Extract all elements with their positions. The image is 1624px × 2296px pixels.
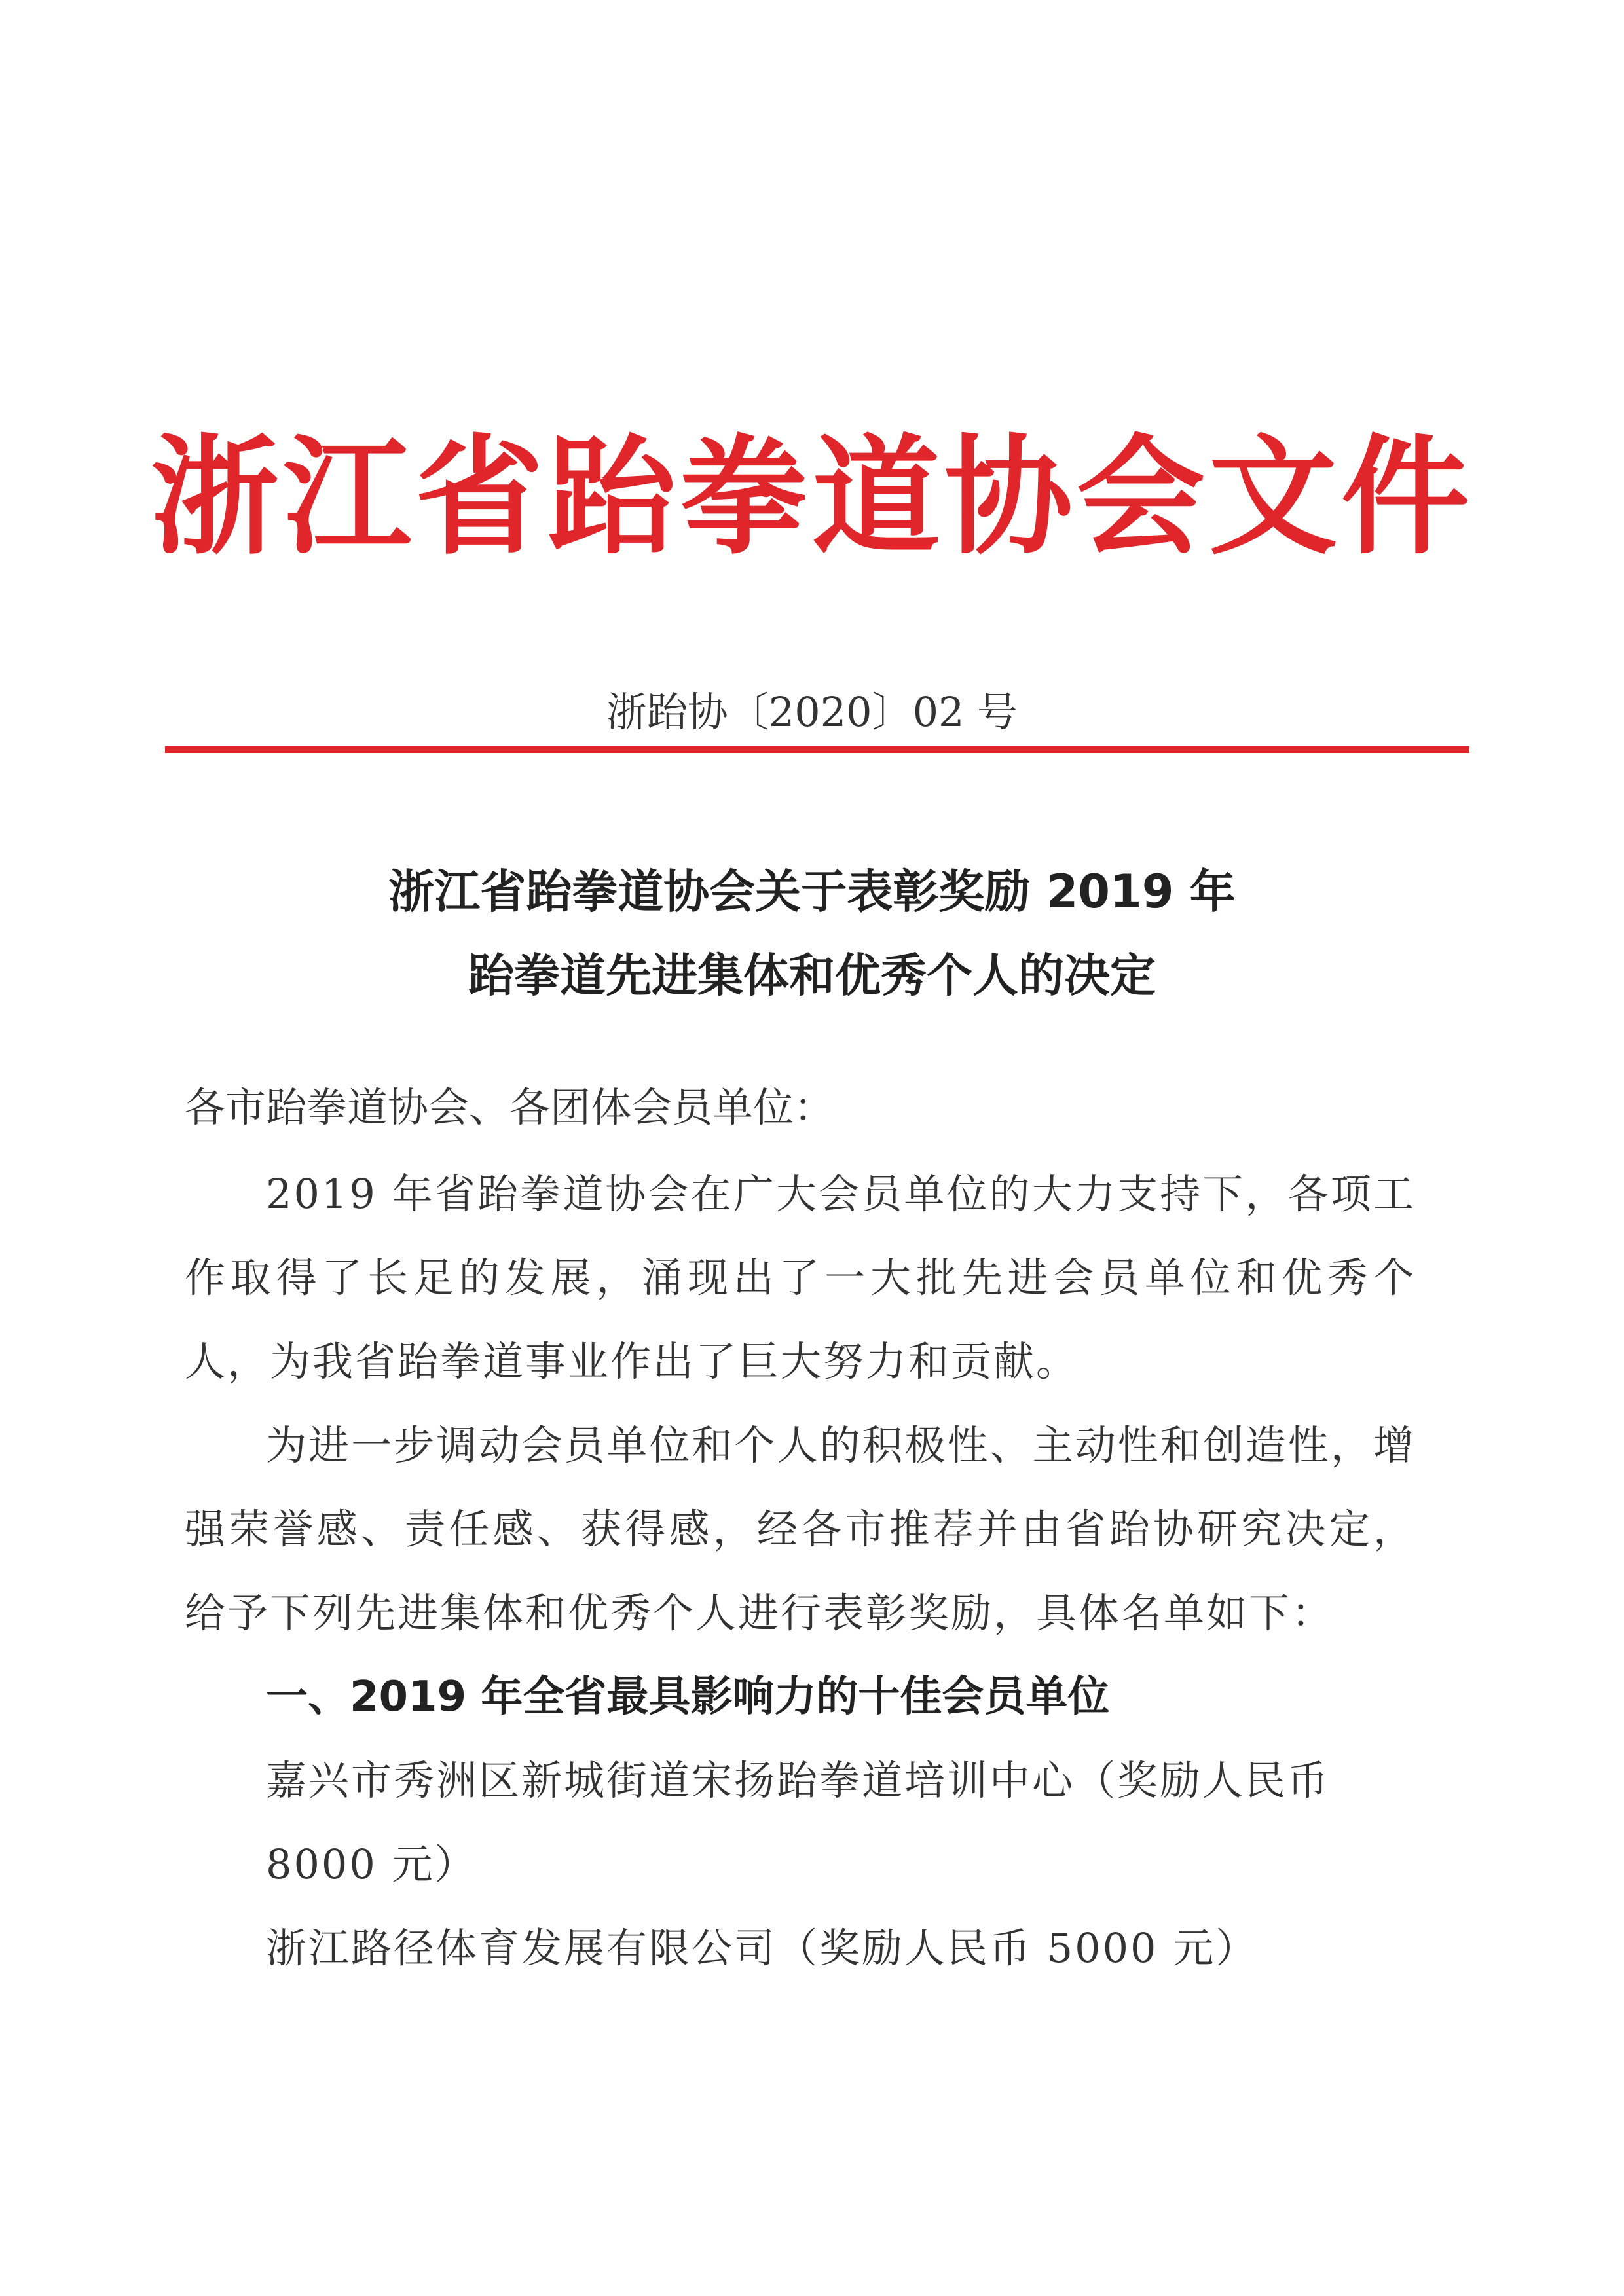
list-item: 嘉兴市秀洲区新城街道宋扬跆拳道培训中心（奖励人民币8000 元） [266, 1757, 1331, 1888]
paragraph-decision: 为进一步调动会员单位和个人的积极性、主动性和创造性，增强荣誉感、责任感、获得感，经各市推荐并由省跆协研究决定，给予下列先进集体和优秀个人进行表彰奖励，具体名单如下： [185, 1421, 1416, 1637]
title-line-1: 浙江省跆拳道协会关于表彰奖励 2019 年 [388, 865, 1236, 919]
salutation: 各市跆拳道协会、各团体会员单位： [185, 1084, 835, 1131]
list-item: 浙江路径体育发展有限公司（奖励人民币 5000 元） [266, 1924, 1259, 1972]
document-body [185, 1066, 1416, 1990]
document-title [0, 850, 1624, 1017]
title-line-2: 跆拳道先进集体和优秀个人的决定 [468, 949, 1156, 1002]
section-heading: 一、2019 年全省最具影响力的十佳会员单位 [266, 1673, 1110, 1721]
paragraph-intro: 2019 年省跆拳道协会在广大会员单位的大力支持下，各项工作取得了长足的发展，涌现出了一大批先进会员单位和优秀个人，为我省跆拳道事业作出了巨大努力和贡献。 [185, 1170, 1416, 1385]
document-masthead: 浙江省跆拳道协会文件 [150, 423, 1473, 572]
red-divider-line [165, 746, 1469, 753]
document-number: 浙跆协〔2020〕02 号 [606, 688, 1018, 736]
